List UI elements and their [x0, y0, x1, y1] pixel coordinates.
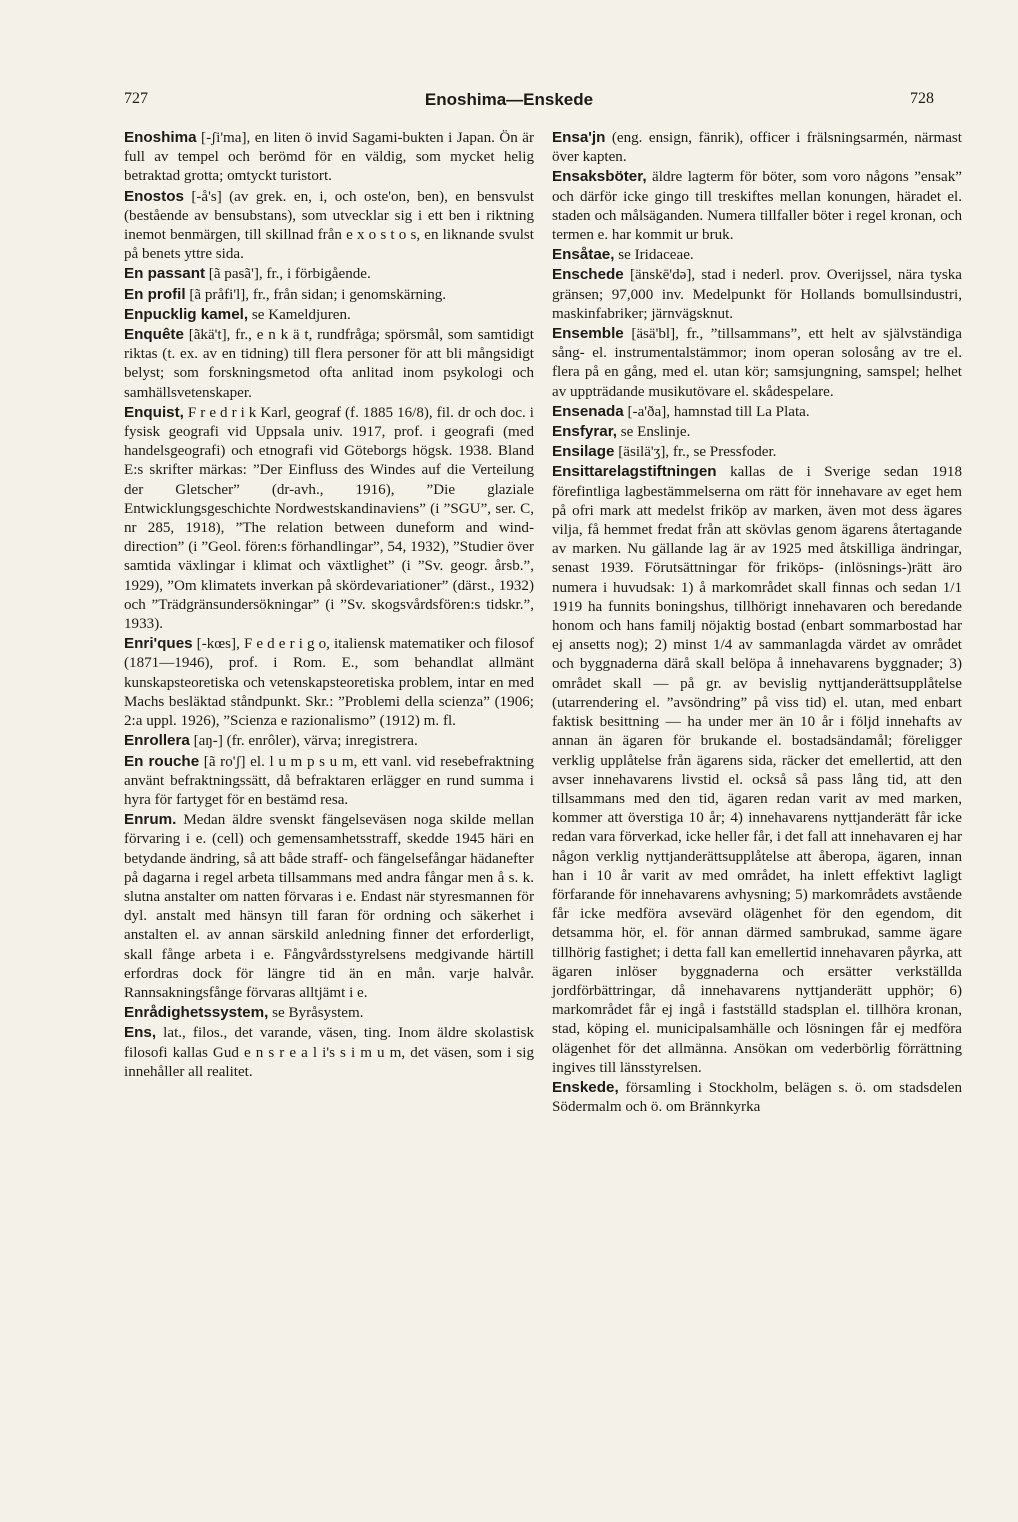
entry-definition: [äsilä'ʒ], fr., se Pressfoder.: [614, 444, 777, 461]
dictionary-entry: [124, 187, 534, 265]
dictionary-entry: [552, 1078, 962, 1117]
dictionary-entry: [124, 128, 534, 187]
dictionary-entry: [124, 1023, 534, 1082]
dictionary-entry: [124, 810, 534, 1003]
entry-headword: Enostos: [124, 187, 184, 205]
entry-definition: [-ʃi'ma], en liten ö invid Sagami-bukten i Japan. Ön är full av tempel och berömd för en väldig, som mycket helig betraktad grotta; omtyckt turistort.: [124, 130, 534, 185]
entry-headword: Ensittarelagstiftningen: [552, 463, 717, 481]
dictionary-entry: [124, 634, 534, 731]
dictionary-entry: [552, 422, 962, 442]
dictionary-entry: [552, 324, 962, 402]
entry-headword: Enskede,: [552, 1078, 619, 1096]
dictionary-entry: [552, 167, 962, 245]
entry-headword: Ensilage: [552, 443, 615, 461]
left-column: [124, 128, 534, 1082]
page-number-left: 727: [124, 90, 148, 107]
entry-definition: församling i Stockholm, belägen s. ö. om stadsdelen Södermalm och ö. om Brännkyrka: [552, 1079, 962, 1116]
dictionary-entry: [124, 403, 534, 634]
entry-headword: En passant: [124, 265, 206, 283]
entry-definition: [-kœs], F e d e r i g o, italiensk matematiker och filosof (1871—1946), prof. i Rom. E., som behandlat allmänt kunskapsteoretiska och vetenskapsteoretiska problem, intar en med Machs besläktad ståndpunkt. Skr.: ”Problemi della scienza” (1906; 2:a uppl. 1926), ”Scienza e razionalismo” (1912) m. fl.: [124, 636, 534, 730]
entry-headword: Ensenada: [552, 402, 624, 420]
dictionary-entry: [124, 752, 534, 811]
entry-definition: se Enslinje.: [617, 424, 691, 441]
entry-headword: En profil: [124, 285, 186, 303]
dictionary-entry: [124, 305, 534, 325]
entry-definition: se Kameldjuren.: [248, 306, 351, 323]
dictionary-entry: [124, 731, 534, 751]
entry-headword: Ensa'jn: [552, 129, 606, 146]
right-column: [552, 128, 962, 1117]
dictionary-entry: [124, 264, 534, 284]
entry-headword: Enrollera: [124, 732, 190, 750]
entry-headword: Ensemble: [552, 325, 624, 343]
entry-headword: Enschede: [552, 266, 624, 284]
entry-definition: [-å's] (av grek. en, i, och oste'on, ben), en bensvulst (bestående av bensubstans), som utvecklar sig i ett ben i riktning inemot benmärgen, till skillnad från e x o s t o s, en liknande svulst på benets yttre sida.: [124, 188, 534, 263]
dictionary-entry: [124, 325, 534, 403]
entry-headword: Ens,: [124, 1024, 157, 1042]
dictionary-entry: [124, 1003, 534, 1023]
entry-definition: [äsä'bl], fr., ”tillsammans”, ett helt av självständiga sång- el. instrumentalstämmor; inom operan solosång av tre el. flera på en gång, med el. utan kör; samsjungning, samspel; helhet av uppträdande musikutövare el. skådespelare.: [552, 326, 962, 400]
entry-headword: Enri'ques: [124, 635, 193, 653]
entry-definition: (eng. ensign, fänrik), officer i frälsningsarmén, närmast över kapten.: [552, 130, 962, 166]
entry-definition: [ã ro'ʃ] el. l u m p s u m, ett vanl. vid resebefraktning använt befraktningssätt, då befraktaren erlägger en rund summa i hyra för fartyget för en bestämd resa.: [124, 753, 534, 808]
entry-definition: F r e d r i k Karl, geograf (f. 1885 16/8), fil. dr och doc. i fysisk geografi vid Uppsala univ. 1917, prof. i geografi (med handelsgeografi) och etnografi vid Göteborgs högsk. 1938. Bland E:s skrifter märkas: ”Der Einfluss des Windes auf die Verteilung der Gletscher” (dr-avh., 1916), ”Die glaziale Entwicklungsgeschichte Nordwestskandinaviens” (i ”SGU”, ser. C, nr 285, 1918), ”The relation between duneform and wind-direction” (i ”Geol. fören:s förhandlingar”, 54, 1932), ”Studier över samtida växlingar i klimat och växtlighet” (i ”Sv. geogr. årsb.”, 1929), ”Om klimatets inverkan på skördevariationer” (därst., 1932) och ”Trädgränsundersökningar” (i ”Sv. skogsvårdsfören:s tidskr.”, 1933).: [124, 404, 534, 633]
entry-headword: Enpucklig kamel,: [124, 305, 249, 323]
entry-headword: En rouche: [124, 752, 200, 770]
dictionary-entry: [552, 442, 962, 462]
dictionary-entry: [552, 462, 962, 1078]
entry-headword: Enoshima: [124, 129, 197, 146]
entry-definition: se Byråsystem.: [268, 1005, 364, 1022]
entry-definition: Medan äldre svenskt fängelseväsen noga skilde mellan förvaring i e. (cell) och gemensamhetsstraff, skedde 1945 häri en betydande ändring, så att både straff- och fängelsefångar hädanefter på dagarna i regel arbeta tillsammans med andra fångar men å s. k. slutna anstalter om natten förvaras i e. Endast när styresmannen för dyl. anstalt med hänsyn till faran för ordning och säkerhet i anstalten el. av annan särskild anledning finner det erforderligt, skall fånge arbeta i e. Fångvårdsstyrelsens medgivande härtill erfordras dock för längre tid än en mån. varje halvår. Rannsakningsfånge förvaras alltjämt i e.: [124, 812, 534, 1001]
entry-definition: [ã pråfi'l], fr., från sidan; i genomskärning.: [185, 286, 447, 303]
entry-definition: äldre lagterm för böter, som voro någons ”ensak” och därför icke gingo till treskiftes mellan konungen, häradet el. staden och målsäganden. Numera tillfaller böter i regel kronan, och termen e. har kommit ur bruk.: [552, 169, 962, 244]
dictionary-entry: [552, 128, 962, 167]
entry-headword: Ensaksböter,: [552, 168, 647, 186]
entry-definition: se Iridaceae.: [614, 247, 694, 264]
dictionary-entry: [552, 245, 962, 265]
page-number-right: 728: [910, 90, 934, 107]
entry-definition: [ã pasã'], fr., i förbigående.: [205, 266, 371, 283]
dictionary-entry: [552, 402, 962, 422]
dictionary-entry: [124, 285, 534, 305]
entry-definition: [ãkä't], fr., e n k ä t, rundfråga; spörsmål, som samtidigt riktas (t. ex. av en tidning) till flera personer för att bli mångsidigt belyst; som forskningsmetod ofta anlitad inom psykologi och samhällsvetenskaper.: [124, 327, 534, 401]
entry-definition: kallas de i Sverige sedan 1918 förefintliga lagbestämmelserna om rätt för innehavare av eget hem på ofri mark att medelst friköp av marken, även mot dess ägares vilja, få hemmet fredat från att skövlas genom ägarens återtagande av marken. Nu gällande lag är av 1925 med åtskilliga ändringar, senast 1939. Förutsättningar för friköps- (inlösnings-)rätt äro numera i huvudsak: 1) å markområdet skall finnas och sedan 1/1 1919 ha funnits boningshus, tillhörigt innehavaren och beredande honom och hans familj nöjaktig bostad (enbart sommarbostad har ej ansetts nog); 2) minst 1/4 av sammanlagda värdet av området och byggnaderna därå skall belöpa å innehavarens byggnader; 3) området skall — på gr. av bevislig nyttjanderättsupplåtelse (utarrendering el. ”avsöndring” på viss tid) el. utan, med enbart faktisk besittning — ha under mer än 10 år i följd innehafts av annan än ägaren för brukande el. bostadsändamål; föreligger verklig upplåtelse från ägarens sida, räcker det emellertid, att den avser innehavarens livstid el. också så pass lång tid, att den tillsammans med den tid, ägaren redan varit av med marken, kommer att överstiga 10 år; 4) innehavarens nyttjanderätt får icke redan vara förverkad, icke heller får, i det fall att innehavaren ej har någon verklig nyttjanderättsupplåtelse att åberopa, ägaren, innan han i 10 år varit av med området, ha inlett effektivt lagligt förfarande för innehavarens avhysning; 5) markområdets avstående får icke medföra avsevärd olägenhet för den egendom, dit detsamma hör, el. för annan därmed sambrukad, samme ägare tillhörig fastighet; i detta fall kan emellertid innehavaren påyrka, att ägaren inlöser byggnaderna och ersätter verkställda jordförbättringar, då innehavarens nyttjanderätt upphör; 6) markområdet får ej ingå i fastställd stadsplan el. tillhöra kronan, stad, köping el. municipalsamhälle och lösningen får ej medföra olägenhet för det allmänna. Ansökan om vederbörlig förrättning ingives till länsstyrelsen.: [552, 464, 962, 1076]
entry-headword: Ensåtae,: [552, 246, 615, 264]
entry-headword: Enrum.: [124, 811, 177, 829]
entry-definition: [änskē'də], stad i nederl. prov. Overijssel, nära tyska gränsen; 97,000 inv. Medelpunkt för Hollands bomullsindustri, maskinfabriker; järnvägsknut.: [552, 267, 962, 322]
entry-headword: Enrådighetssystem,: [124, 1004, 269, 1022]
entry-definition: [aŋ-] (fr. enrôler), värva; inregistrera.: [189, 733, 418, 750]
entry-headword: Ensfyrar,: [552, 423, 618, 441]
entry-headword: Enquist,: [124, 403, 184, 421]
entry-definition: lat., filos., det varande, väsen, ting. Inom äldre skolastisk filosofi kallas Gud e n s r e a l i's s i m u m, det väsen, som i sig innehåller all realitet.: [124, 1025, 534, 1080]
entry-definition: [-a'ða], hamnstad till La Plata.: [623, 403, 810, 420]
entry-headword: Enquête: [124, 326, 184, 344]
page-title: Enoshima—Enskede: [424, 90, 594, 109]
dictionary-entry: [552, 265, 962, 324]
